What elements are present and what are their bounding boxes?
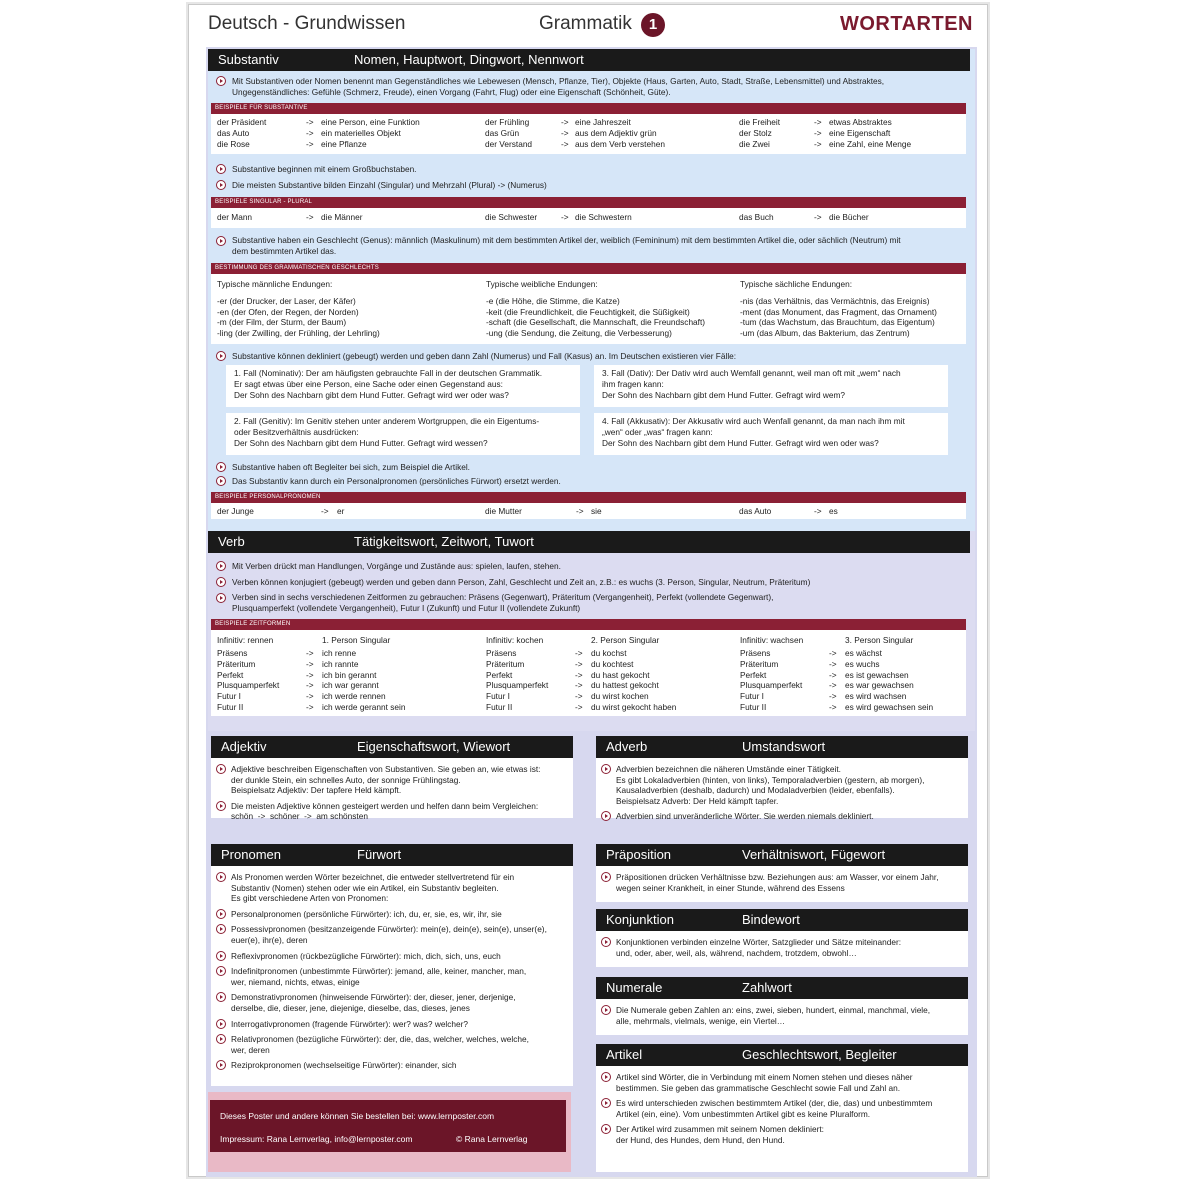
example-cell: -> [814,128,822,138]
tense-form: du kochtest [591,658,634,669]
tense-name: Perfekt [217,669,244,680]
case-line: 3. Fall (Dativ): Der Dativ wird auch Wemfall genannt, weil man oft mit „wem“ nach [602,368,901,378]
adverb-bar [596,736,968,758]
verb-title: Verb [218,534,245,549]
adjektiv-title: Adjektiv [221,739,267,754]
bullet-icon [216,801,226,811]
example-cell: -> [561,128,569,138]
text-line: Substantive haben ein Geschlecht (Genus): männlich (Maskulinum) mit dem bestimmten Artikel der, weiblich (Femininum) mit dem bestimmten Artikel die, oder sächlich (Neutrum) mit [232,235,901,245]
tense-person: 3. Person Singular [845,635,914,645]
artikel-text: Artikel (ein, eine). Vom unbestimmten Artikel gibt es keine Pluralform. [616,1108,871,1119]
praeposition-bar [596,844,968,866]
arrow: -> [575,658,583,669]
example-cell: -> [306,212,314,222]
gender-ending: -en (der Ofen, der Regen, der Norden) [217,306,359,317]
gender-ending: -ment (das Monument, das Fragment, das Ornament) [740,306,937,317]
bullet-icon [216,561,226,571]
footer-panel [210,1100,566,1152]
tense-name: Präsens [740,648,771,658]
bullet-icon [216,351,226,361]
example-cell: das Auto [217,128,250,138]
bullet-icon [216,577,226,587]
artikel-text: Es wird unterschieden zwischen bestimmtem Artikel (der, die, das) und unbestimmtem [616,1098,933,1109]
adverb-text: Adverbien sind unveränderliche Wörter. Sie werden niemals dekliniert. [616,811,874,822]
arrow: -> [829,658,837,669]
adjektiv-text: schön -> schöner -> am schönsten [231,811,368,822]
example-box [211,503,966,519]
text-line: Mit Substantiven oder Nomen benennt man Gegenständliches wie Lebewesen (Mensch, Pflanze, Tier), Objekte (Haus, Garten, Auto, Stadt, Straße, Lebensmittel) und Abstraktes, [232,76,885,86]
gender-heading: Typische männliche Endungen: [217,279,333,289]
substantiv-title: Substantiv [218,52,279,67]
tense-name: Perfekt [486,669,513,680]
numerale-alt: Zahlwort [742,980,792,995]
praeposition-content [596,866,968,902]
tense-form: es wird wachsen [845,691,907,702]
example-cell: der Präsident [217,117,267,127]
example-cell: der Verstand [485,139,533,149]
adjektiv-text: Adjektive beschreiben Eigenschaften von Substantiven. Sie geben an, wie etwas ist: [231,764,541,774]
bullet-icon [216,476,226,486]
verb-alt: Tätigkeitswort, Zeitwort, Tuwort [354,534,534,549]
bullet-icon [601,1072,611,1082]
example-cell: eine Zahl, eine Menge [829,139,912,149]
pronomen-content [211,866,573,1086]
text-line: Verben sind in sechs verschiedenen Zeitformen zu gebrauchen: Präsens (Gegenwart), Präteritum (Vergangenheit), Perfekt (vollendete Gegenwart), [232,592,774,602]
poster-body [206,47,977,1177]
arrow: -> [829,691,837,702]
tense-name: Plusquamperfekt [740,680,803,691]
example-cell: die Rose [217,139,250,149]
case-line: Der Sohn des Nachbarn gibt dem Hund Futter. Gefragt wird wessen? [234,438,488,448]
tense-form: ich werde rennen [322,691,386,702]
footer-order-text: Dieses Poster und andere können Sie bestellen bei: www.lernposter.com [220,1111,495,1121]
substantiv-alt: Nomen, Hauptwort, Dingwort, Nennwort [354,52,584,67]
praeposition-title: Präposition [606,847,672,862]
case-line: oder Besitzverhältnis ausdrücken: [234,427,359,437]
pronomen-text: Als Pronomen werden Wörter bezeichnet, die entweder stellvertretend für ein [231,872,515,882]
numerale-text: Die Numerale geben Zahlen an: eins, zwei, sieben, hundert, einmal, manchmal, viele, [616,1005,931,1015]
adverb-text: Es gibt Lokaladverbien (hinten, von links), Temporaladverbien (gestern, ab morgen), [616,774,925,785]
sub-header: BEISPIELE PERSONALPRONOMEN [211,492,966,503]
bullet-icon [601,811,611,821]
pronomen-text: wer, deren [231,1044,270,1055]
konjunktion-text: und, oder, aber, weil, als, während, nachdem, trotzdem, obwohl… [616,947,857,958]
konjunktion-title: Konjunktion [606,912,674,927]
verb-p1: Mit Verben drückt man Handlungen, Vorgänge und Zustände aus: spielen, laufen, stehen. [232,561,561,571]
case-line: Der Sohn des Nachbarn gibt dem Hund Futter. Gefragt wird wem? [602,390,846,400]
case-line: 1. Fall (Nominativ): Der am häufigsten gebrauchte Fall in der deutschen Grammatik. [234,368,543,378]
example-cell: -> [561,212,569,222]
example-cell: -> [576,506,584,516]
example-cell: das Buch [739,212,774,222]
artikel-text: Artikel sind Wörter, die in Verbindung mit einem Nomen stehen und dieses näher [616,1072,913,1082]
bullet-icon [216,1060,226,1070]
example-cell: -> [814,212,822,222]
pronomen-text: Interrogativpronomen (fragende Fürwörter): wer? was? welcher? [231,1018,469,1029]
case-box [226,413,580,455]
praeposition-text: Präpositionen drücken Verhältnisse bzw. Beziehungen aus: am Wasser, vor einem Jahr, [616,872,939,882]
pronomen-text: Reflexivpronomen (rückbezügliche Fürwörter): mich, dich, sich, uns, euch [231,950,501,961]
gender-ending: -schaft (die Gesellschaft, die Mannschaft, die Freundschaft) [486,317,706,328]
case-line: Er sagt etwas über eine Person, eine Sache oder einen Gegenstand aus: [234,379,503,389]
arrow: -> [575,680,583,691]
text-line: dem bestimmten Artikel das. [232,245,337,256]
numerale-content [596,999,968,1035]
example-cell: -> [306,128,314,138]
arrow: -> [306,648,314,658]
substantiv-p6: Substantive haben oft Begleiter bei sich, zum Beispiel die Artikel. [232,462,470,472]
example-cell: -> [321,506,329,516]
case-line: ihm fragen kann: [602,379,664,389]
konjunktion-bar [596,909,968,931]
case-line: 2. Fall (Genitiv): Im Genitiv stehen unter anderem Wortgruppen, die ein Eigentums- [234,416,540,426]
artikel-bar [596,1044,968,1066]
tense-form: du hattest gekocht [591,680,659,691]
adjektiv-text: Beispielsatz Adjektiv: Der tapfere Held kämpft. [231,785,402,796]
example-cell: -> [814,139,822,149]
verb-p3 [232,592,967,613]
example-cell: der Frühling [485,117,530,127]
tense-person: 2. Person Singular [591,635,660,645]
arrow: -> [306,691,314,702]
pronomen-text: Indefinitpronomen (unbestimmte Fürwörter): jemand, alle, keiner, mancher, man, [231,966,527,977]
bullet-icon [216,924,226,934]
adverb-alt: Umstandswort [742,739,826,754]
example-cell: der Stolz [739,128,772,138]
konjunktion-text: Konjunktionen verbinden einzelne Wörter, Satzglieder und Sätze miteinander: [616,937,902,947]
tense-form: du kochst [591,648,627,658]
tense-form: ich renne [322,648,357,658]
tense-name: Präteritum [217,658,256,669]
adverb-title: Adverb [606,739,648,754]
arrow: -> [829,669,837,680]
arrow: -> [306,680,314,691]
example-box [211,208,966,228]
case-line: 4. Fall (Akkusativ): Der Akkusativ wird auch Wenfall genannt, da man nach ihm mit [602,416,905,426]
arrow: -> [829,680,837,691]
gender-ending: -ling (der Zwilling, der Frühling, der Lehrling) [217,327,380,338]
footer-impressum: Impressum: Rana Lernverlag, info@lernposter.com [220,1134,413,1144]
tense-form: es war gewachsen [845,680,914,691]
gender-heading: Typische weibliche Endungen: [486,279,598,289]
substantiv-p4 [232,235,967,256]
pronomen-text: euer(e), ihr(e), deren [231,935,308,945]
adjektiv-content [211,758,573,822]
example-cell: eine Pflanze [321,139,367,149]
pronomen-alt: Fürwort [357,847,402,862]
text-line: Ungegenständliches: Gefühle (Schmerz, Freude), einen Vorgang (Fahrt, Flug) oder eine Eigenschaft (Schönheit, Güte). [232,86,671,97]
bullet-icon [216,236,226,246]
example-cell: sie [591,506,602,516]
artikel-text: bestimmen. Sie geben das grammatische Geschlecht sowie Fall und Zahl an. [616,1082,901,1093]
gender-heading: Typische sächliche Endungen: [740,279,853,289]
tense-name: Futur II [740,702,767,712]
arrow: -> [575,702,583,712]
tense-name: Plusquamperfekt [486,680,549,691]
arrow: -> [829,648,837,658]
example-cell: -> [306,139,314,149]
numerale-bar [596,977,968,999]
arrow: -> [575,669,583,680]
tense-name: Futur I [486,691,510,702]
example-cell: -> [814,117,822,127]
substantiv-p7: Das Substantiv kann durch ein Personalpronomen (persönliches Fürwort) ersetzt werden. [232,476,561,486]
tense-name: Futur I [740,691,764,702]
gender-ending: -keit (die Freundlichkeit, die Feuchtigkeit, die Süßigkeit) [486,306,690,317]
arrow: -> [306,702,314,712]
gender-box [211,274,966,344]
tense-infinitive: Infinitiv: wachsen [740,635,804,645]
konjunktion-alt: Bindewort [742,912,800,927]
bullet-icon [216,1034,226,1044]
bullet-icon [216,1019,226,1029]
tense-name: Futur I [217,691,241,702]
tense-form: es wuchs [845,658,880,669]
tense-form: es ist gewachsen [845,669,909,680]
praeposition-text: wegen seiner Krankheit, in einer Stunde, während des Essens [616,882,845,893]
bullet-icon [216,164,226,174]
bullet-icon [601,764,611,774]
pronomen-text: Reziprokpronomen (wechselseitige Fürwörter): einander, sich [231,1060,457,1071]
example-cell: es [829,506,838,516]
example-cell: eine Jahreszeit [575,117,631,127]
adverb-content [596,758,968,822]
case-line: Der Sohn des Nachbarn gibt dem Hund Futter. Gefragt wird wer oder was? [234,390,509,400]
tense-name: Futur II [486,702,513,712]
bullet-icon [601,1005,611,1015]
adverb-text: Kausaladverbien (deshalb, dadurch) und Modaladverbien (leider, ebenfalls). [616,785,895,796]
example-cell: aus dem Adjektiv grün [575,128,657,138]
pronomen-text: Demonstrativpronomen (hinweisende Fürwörter): der, dieser, jener, derjenige, [231,992,516,1003]
bullet-icon [216,992,226,1002]
konjunktion-content [596,931,968,967]
bullet-icon [216,966,226,976]
example-cell: -> [306,117,314,127]
verb-p2: Verben können konjugiert (gebeugt) werden und geben dann Person, Zahl, Geschlecht und Zeit an, z.B.: es wuchs (3. Person, Singular, Neutrum, Präteritum) [232,577,811,587]
arrow: -> [306,669,314,680]
tense-form: ich rannte [322,658,359,669]
example-cell: er [337,506,345,516]
tense-name: Futur II [217,702,244,712]
tense-name: Perfekt [740,669,767,680]
substantiv-intro [232,76,967,97]
gender-ending: -e (die Höhe, die Stimme, die Katze) [486,296,620,306]
pronomen-text: Personalpronomen (persönliche Fürwörter): ich, du, er, sie, es, wir, ihr, sie [231,908,502,919]
example-cell: eine Person, eine Funktion [321,117,420,127]
bullet-icon [216,872,226,882]
example-cell: -> [561,117,569,127]
example-cell: eine Eigenschaft [829,128,891,138]
bullet-icon [601,1124,611,1134]
tense-box [211,630,966,716]
example-cell: aus dem Verb verstehen [575,139,665,149]
adjektiv-text: Die meisten Adjektive können gesteigert werden und helfen dann beim Vergleichen: [231,800,539,811]
arrow: -> [575,648,583,658]
tense-form: es wächst [845,648,882,658]
tense-name: Präsens [486,648,517,658]
example-cell: die Schwester [485,212,538,222]
sub-header: BEISPIELE ZEITFORMEN [211,619,966,630]
gender-ending: -m (der Film, der Sturm, der Baum) [217,317,347,328]
example-box [211,114,966,154]
poster [188,4,988,1177]
bullet-icon [601,1098,611,1108]
numerale-title: Numerale [606,980,663,995]
pronomen-bar [211,844,573,866]
case-line: Der Sohn des Nachbarn gibt dem Hund Futter. Gefragt wird wen oder was? [602,438,879,448]
tense-form: du wirst kochen [591,691,649,702]
example-cell: etwas Abstraktes [829,117,892,127]
example-cell: die Mutter [485,506,522,516]
case-line: „wen“ oder „was“ fragen kann: [602,427,713,437]
bullet-icon [216,951,226,961]
example-cell: die Schwestern [575,212,632,222]
tense-infinitive: Infinitiv: rennen [217,635,274,645]
substantiv-p2: Substantive beginnen mit einem Großbuchstaben. [232,164,417,174]
tense-name: Plusquamperfekt [217,680,280,691]
tense-form: ich werde gerannt sein [322,702,406,712]
footer-copyright: © Rana Lernverlag [456,1134,528,1144]
sub-header: BEISPIELE FÜR SUBSTANTIVE [211,103,966,114]
example-cell: die Männer [321,212,363,222]
adjektiv-text: der dunkle Stein, ein schnelles Auto, der sonnige Frühlingstag. [231,774,461,785]
tense-name: Präteritum [740,658,779,669]
arrow: -> [575,691,583,702]
artikel-alt: Geschlechtswort, Begleiter [742,1047,897,1062]
example-cell: die Bücher [829,212,869,222]
bullet-icon [216,76,226,86]
example-cell: der Mann [217,212,253,222]
example-cell: ein materielles Objekt [321,128,401,138]
text-line: Plusquamperfekt (vollendete Vergangenheit), Futur I (Zukunft) und Futur II (vollendete Zukunft) [232,602,581,613]
numerale-text: alle, mehrmals, vielmals, wenige, ein Viertel… [616,1015,786,1026]
tense-infinitive: Infinitiv: kochen [486,635,544,645]
tense-name: Präteritum [486,658,525,669]
header-badge: 1 [641,13,665,37]
tense-form: ich war gerannt [322,680,379,691]
artikel-content [596,1066,968,1172]
tense-form: du hast gekocht [591,669,650,680]
adjektiv-bar [211,736,573,758]
gender-ending: -ung (die Sendung, die Zeitung, die Verbesserung) [486,327,672,338]
pronomen-text: wer, niemand, nichts, etwas, einige [231,976,360,987]
case-box [226,365,580,407]
pronomen-text: Possessivpronomen (besitzanzeigende Fürwörter): mein(e), dein(e), sein(e), unser(e), [231,924,547,935]
praeposition-alt: Verhältniswort, Fügewort [742,847,886,862]
substantiv-p5: Substantive können dekliniert (gebeugt) werden und geben dann Zahl (Numerus) und Fall (Kasus) an. Im Deutschen existieren vier Fälle: [232,351,737,361]
bullet-icon [216,593,226,603]
header-center: Grammatik [539,13,632,34]
case-box [594,413,948,455]
footer [208,1092,571,1172]
bullet-icon [216,462,226,472]
tense-name: Präsens [217,648,248,658]
bullet-icon [216,764,226,774]
bullet-icon [216,909,226,919]
header-left: Deutsch - Grundwissen [208,13,406,34]
pronomen-text: derselbe, die, dieser, jene, diejenige, dieselbe, das, dieses, jenes [231,1003,470,1013]
pronomen-text: Substantiv (Nomen) stehen oder wie ein Artikel, ein Substantiv begleiten. [231,882,499,893]
bullet-icon [216,180,226,190]
example-cell: der Junge [217,506,254,516]
gender-ending: -tum (das Wachstum, das Brauchtum, das Eigentum) [740,317,935,328]
bullet-icon [601,872,611,882]
tense-form: es wird gewachsen sein [845,702,934,712]
artikel-text: der Hund, des Hundes, dem Hund, den Hund. [616,1135,785,1145]
pronomen-title: Pronomen [221,847,281,862]
adverb-text: Beispielsatz Adverb: Der Held kämpft tapfer. [616,795,779,806]
adverb-text: Adverbien bezeichnen die näheren Umstände einer Tätigkeit. [616,764,841,774]
example-cell: die Zwei [739,139,770,149]
bullet-icon [601,937,611,947]
sub-header: BEISPIELE SINGULAR - PLURAL [211,197,966,208]
tense-form: ich bin gerannt [322,669,377,680]
header-right: WORTARTEN [840,13,973,35]
sub-header: BESTIMMUNG DES GRAMMATISCHEN GESCHLECHTS [211,263,966,274]
gender-ending: -er (der Drucker, der Laser, der Käfer) [217,296,356,306]
pronomen-text: Es gibt verschiedene Arten von Pronomen: [231,893,389,904]
gender-ending: -nis (das Verhältnis, das Vermächtnis, das Ereignis) [740,296,930,306]
arrow: -> [829,702,837,712]
substantiv-p3: Die meisten Substantive bilden Einzahl (Singular) und Mehrzahl (Plural) -> (Numerus) [232,180,547,190]
arrow: -> [306,658,314,669]
verb-bar [208,531,970,553]
tense-person: 1. Person Singular [322,635,391,645]
example-cell: -> [814,506,822,516]
substantiv-bar [208,49,970,71]
gender-ending: -um (das Album, das Bakterium, das Zentrum) [740,327,910,338]
example-cell: das Auto [739,506,772,516]
header [189,5,987,45]
example-cell: die Freiheit [739,117,781,127]
artikel-title: Artikel [606,1047,643,1062]
example-cell: -> [561,139,569,149]
adjektiv-alt: Eigenschaftswort, Wiewort [357,739,511,754]
tense-form: du wirst gekocht haben [591,702,677,712]
artikel-text: Der Artikel wird zusammen mit seinem Nomen dekliniert: [616,1124,824,1135]
pronomen-text: Relativpronomen (bezügliche Fürwörter): der, die, das, welcher, welches, welche, [231,1034,529,1045]
case-box [594,365,948,407]
example-cell: das Grün [485,128,520,138]
